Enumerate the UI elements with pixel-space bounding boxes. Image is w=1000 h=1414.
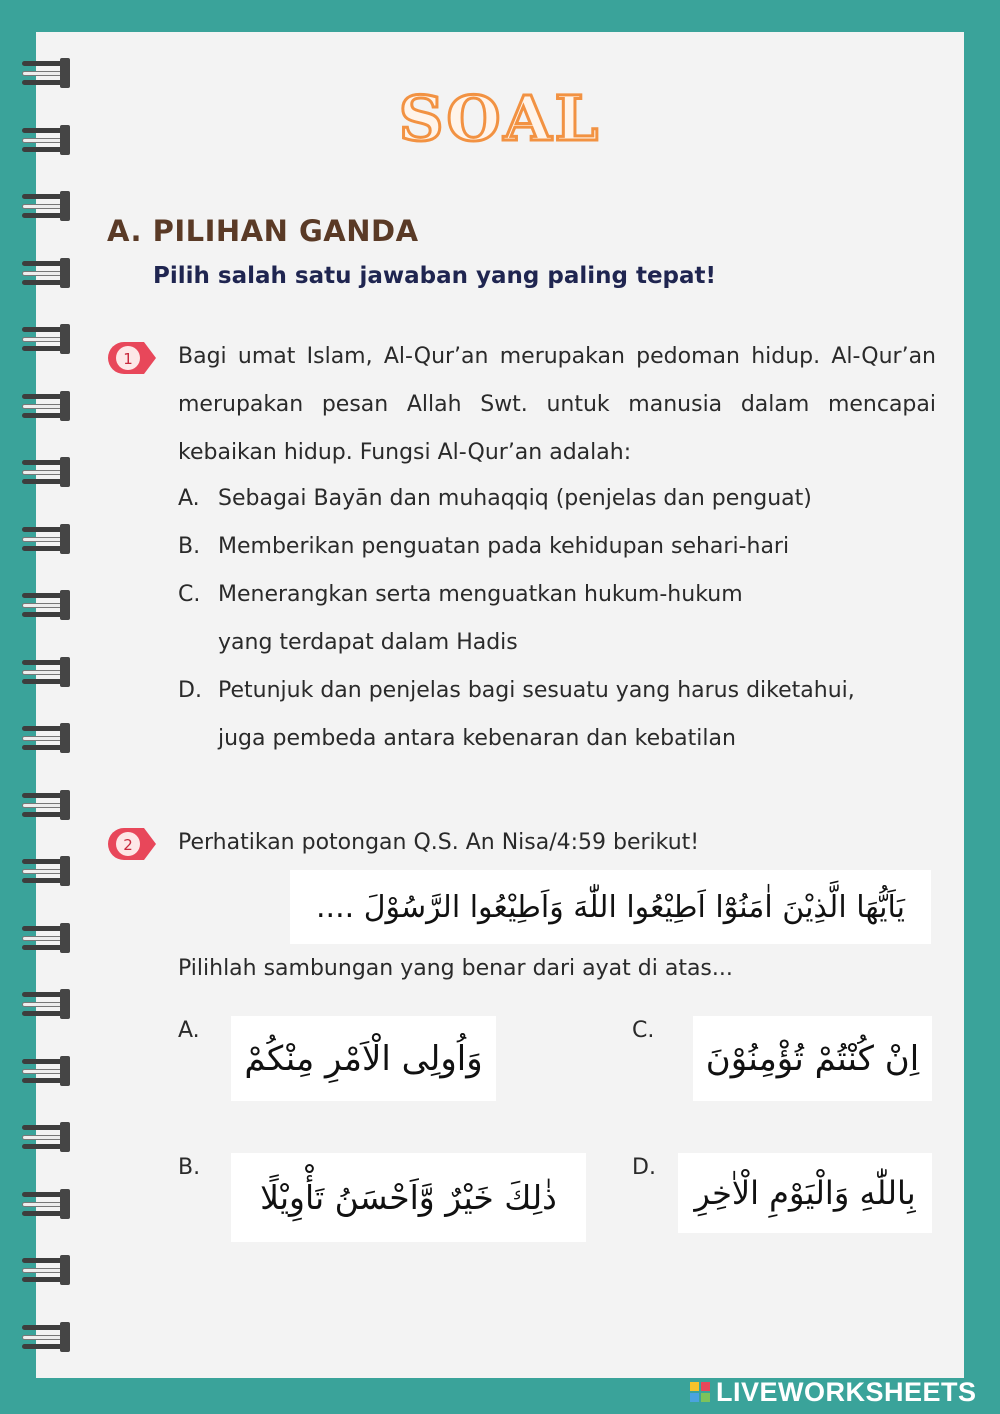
binding-ring bbox=[22, 457, 72, 487]
option-a[interactable] bbox=[178, 486, 812, 511]
question-text: Bagi umat Islam, Al-Qur’an merupakan pedoman hidup. Al-Qur’an merupakan pesan Allah Swt. untuk manusia dalam mencapai kebaikan hidup. Fungsi Al-Qur’an adalah: bbox=[178, 344, 936, 465]
binding-ring bbox=[22, 723, 72, 753]
binding-ring bbox=[22, 590, 72, 620]
binding-ring bbox=[22, 1056, 72, 1086]
binding-ring bbox=[22, 191, 72, 221]
binding-ring bbox=[22, 989, 72, 1019]
option-c-continued: yang terdapat dalam Hadis bbox=[218, 630, 518, 655]
binding-ring bbox=[22, 391, 72, 421]
binding-ring bbox=[22, 1189, 72, 1219]
question-text: Perhatikan potongan Q.S. An Nisa/4:59 berikut! bbox=[178, 830, 700, 855]
option-d[interactable] bbox=[178, 678, 855, 703]
binding-ring bbox=[22, 657, 72, 687]
option-b[interactable] bbox=[178, 534, 789, 559]
question-number: 1 bbox=[123, 350, 133, 368]
option-letter: C. bbox=[178, 582, 201, 607]
liveworksheets-logo bbox=[690, 1374, 977, 1410]
choice-b-label[interactable]: B. bbox=[178, 1155, 201, 1180]
binding-ring bbox=[22, 856, 72, 886]
choice-d-arabic[interactable]: بِاللّٰهِ وَالْيَوْمِ الْاٰخِرِ bbox=[678, 1153, 932, 1233]
question-number: 2 bbox=[123, 836, 133, 854]
binding-ring bbox=[22, 1255, 72, 1285]
choice-b-arabic[interactable]: ذٰلِكَ خَيْرٌ وَّاَحْسَنُ تَأْوِيْلًا bbox=[231, 1153, 586, 1242]
question-number-badge bbox=[106, 826, 158, 862]
binding-ring bbox=[22, 1322, 72, 1352]
page-title: SOAL bbox=[398, 82, 602, 155]
option-c[interactable] bbox=[178, 582, 743, 607]
choice-d-label[interactable]: D. bbox=[632, 1155, 656, 1180]
option-text: Menerangkan serta menguatkan hukum-hukum bbox=[218, 582, 743, 607]
section-heading: A. PILIHAN GANDA bbox=[107, 214, 419, 248]
question-prompt: Pilihlah sambungan yang benar dari ayat di atas... bbox=[178, 956, 733, 981]
question-number-badge bbox=[106, 340, 158, 376]
option-text: Memberikan penguatan pada kehidupan sehari-hari bbox=[218, 534, 790, 559]
option-text: Petunjuk dan penjelas bagi sesuatu yang harus diketahui, bbox=[218, 678, 855, 703]
binding-ring bbox=[22, 1122, 72, 1152]
binding-ring bbox=[22, 923, 72, 953]
choice-c-label[interactable]: C. bbox=[632, 1018, 655, 1043]
binding-ring bbox=[22, 324, 72, 354]
option-d-continued: juga pembeda antara kebenaran dan kebatilan bbox=[218, 726, 736, 751]
choice-c-arabic[interactable]: اِنْ كُنْتُمْ تُؤْمِنُوْنَ bbox=[693, 1016, 932, 1101]
binding-ring bbox=[22, 790, 72, 820]
binding-ring bbox=[22, 524, 72, 554]
binding-ring bbox=[22, 258, 72, 288]
verse-image: يَاَيُّهَا الَّذِيْنَ اٰمَنُوْٓا اَطِيْعُوا اللّٰهَ وَاَطِيْعُوا الرَّسُوْلَ .... bbox=[290, 870, 931, 944]
choice-a-arabic[interactable]: وَاُولِى الْاَمْرِ مِنْكُمْ bbox=[231, 1016, 496, 1101]
option-letter: B. bbox=[178, 534, 201, 559]
option-letter: A. bbox=[178, 486, 200, 511]
option-letter: D. bbox=[178, 678, 202, 703]
choice-a-label[interactable]: A. bbox=[178, 1018, 200, 1043]
section-instruction: Pilih salah satu jawaban yang paling tepat! bbox=[153, 263, 717, 289]
logo-blocks-icon bbox=[690, 1382, 710, 1402]
option-text: Sebagai Bayān dan muhaqqiq (penjelas dan penguat) bbox=[218, 486, 812, 511]
brand-name: LIVEWORKSHEETS bbox=[716, 1376, 977, 1407]
